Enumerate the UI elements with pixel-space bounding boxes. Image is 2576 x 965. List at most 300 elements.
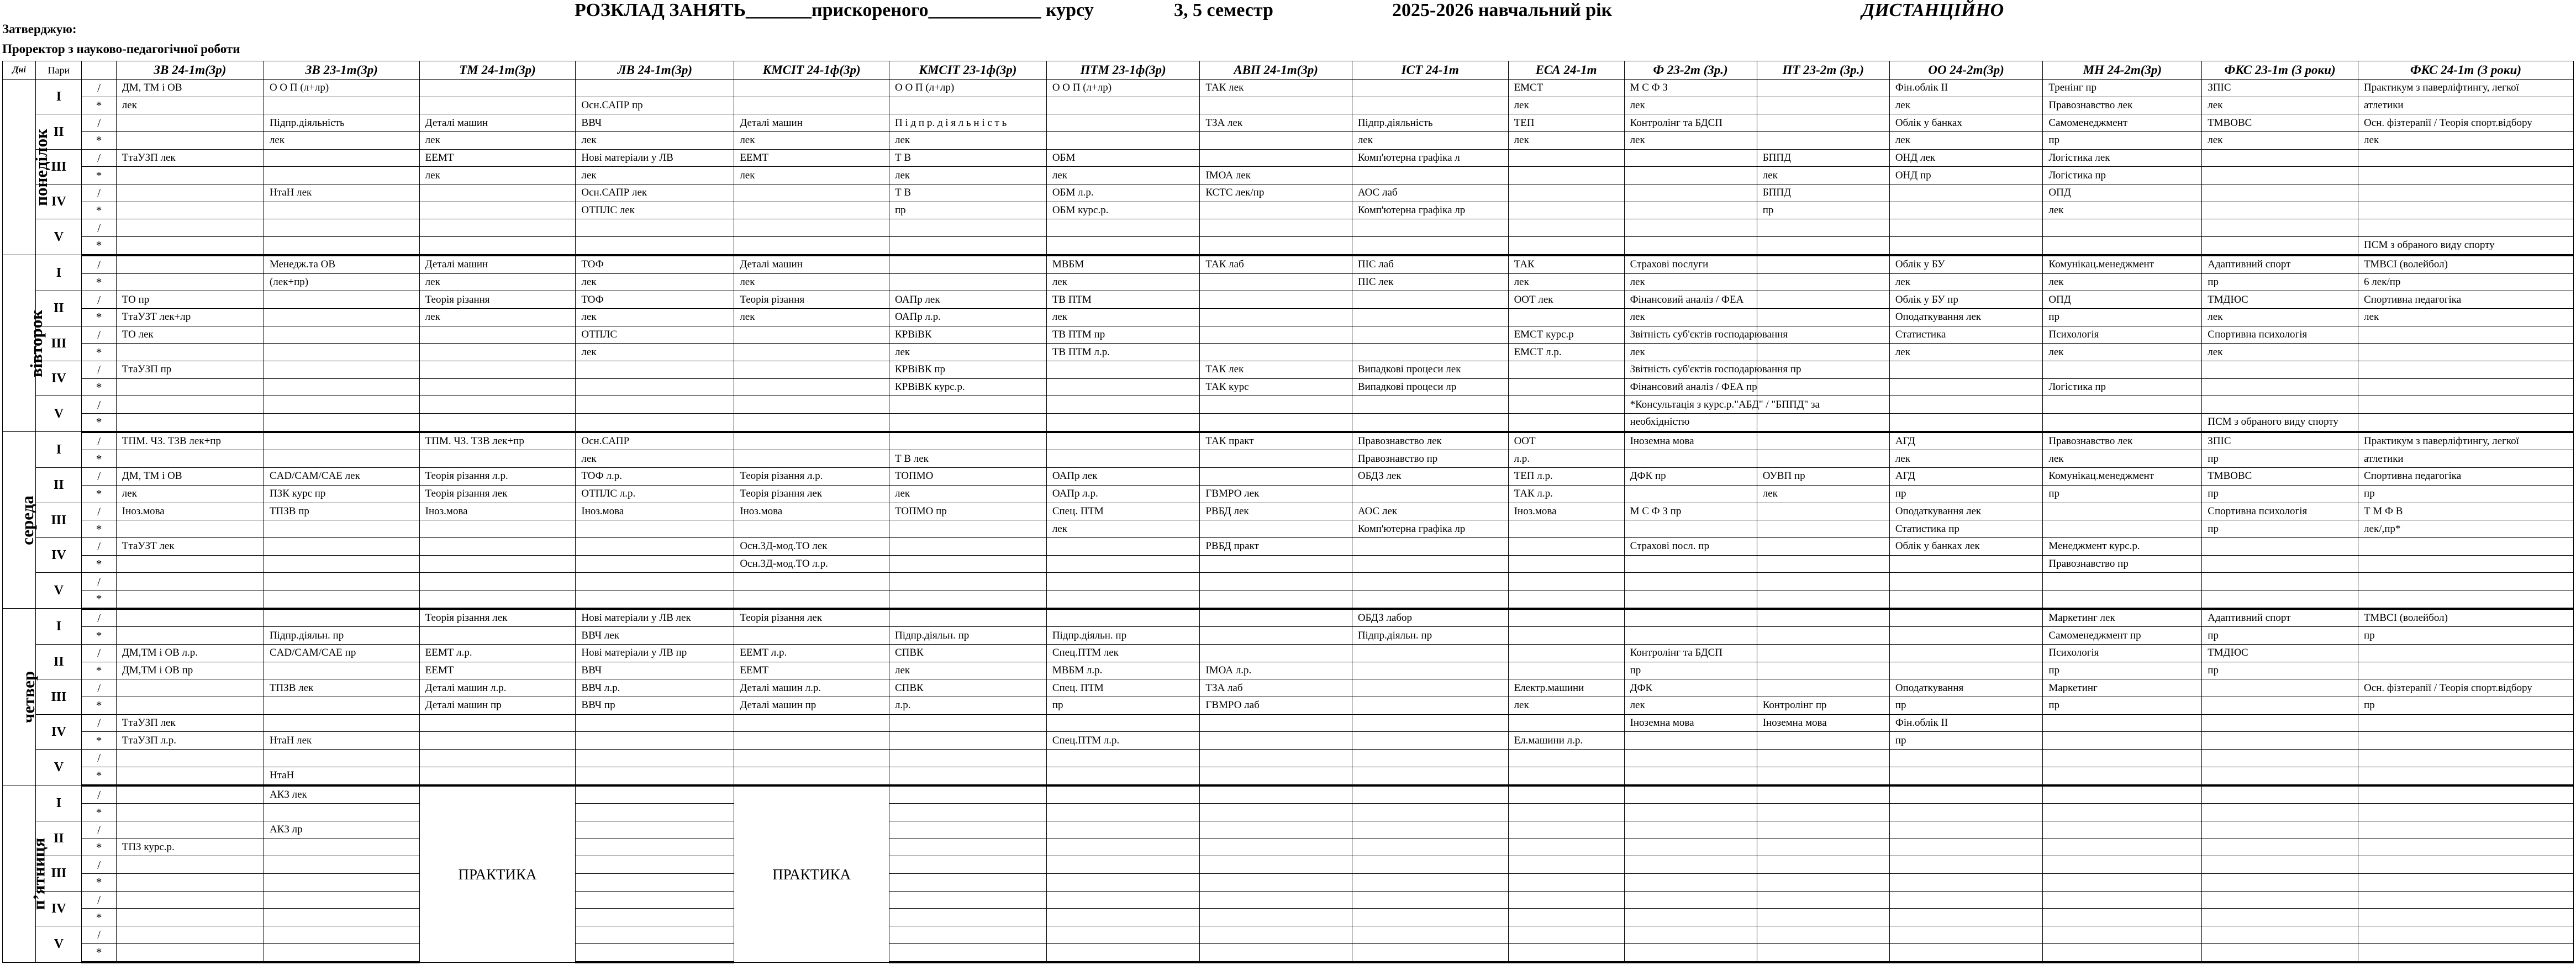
schedule-cell: ТПЗВ пр [264,503,419,520]
schedule-cell [1624,821,1757,839]
schedule-cell: атлетики [2358,97,2574,114]
table-row [3,273,2574,291]
schedule-cell [1352,219,1508,237]
column-header: ЗВ 24-1т(3р) [116,61,264,80]
schedule-cell [2043,413,2202,431]
week-mark: * [82,627,116,645]
schedule-cell [1046,926,1200,944]
week-mark: / [82,80,116,97]
schedule-cell [1889,555,2043,573]
schedule-cell [2358,202,2574,219]
schedule-cell [889,537,1046,555]
schedule-cell: пр [1889,485,2043,503]
schedule-cell [1624,767,1757,785]
schedule-cell: лек [1757,167,1889,184]
schedule-cell: лек [576,344,734,361]
week-mark: / [82,926,116,944]
schedule-cell: Правознавство пр [2043,555,2202,573]
schedule-cell [889,856,1046,874]
schedule-cell: Правознавство лек [1352,432,1508,450]
schedule-cell [2043,590,2202,608]
schedule-cell [1200,804,1352,821]
schedule-cell: Облік у БУ [1889,255,2043,273]
schedule-cell [1757,785,1889,804]
schedule-cell [1757,237,1889,255]
schedule-cell [1889,926,2043,944]
schedule-cell [1757,804,1889,821]
schedule-cell [116,202,264,219]
schedule-cell: лек [116,485,264,503]
schedule-cell [1624,237,1757,255]
schedule-cell [1624,184,1757,202]
schedule-cell [1352,732,1508,750]
schedule-cell [264,167,419,184]
column-header: ТМ 24-1т(3р) [419,61,576,80]
schedule-cell [734,184,889,202]
schedule-cell [2358,555,2574,573]
schedule-cell [116,273,264,291]
schedule-cell: Осн.САПР [576,432,734,450]
schedule-cell [1889,943,2043,962]
schedule-cell: ЕЕМТ [734,149,889,167]
week-mark: * [82,839,116,856]
table-row [3,943,2574,962]
schedule-cell [734,202,889,219]
week-mark: * [82,273,116,291]
schedule-cell: Комунікац.менеджмент [2043,255,2202,273]
schedule-cell [2358,732,2574,750]
schedule-cell: лек [734,308,889,326]
schedule-cell: Спец.ПТМ лек [1046,645,1200,662]
schedule-cell [889,97,1046,114]
schedule-cell [1508,750,1624,767]
week-mark: * [82,485,116,503]
schedule-cell [1200,909,1352,926]
academic-year-label: 2025-2026 навчальний рік [1392,0,1613,20]
schedule-cell: 6 лек/пр [2358,273,2574,291]
schedule-cell [419,537,576,555]
prorector-label: Проректор з науково-педагогічної роботи [2,42,240,56]
schedule-cell: ГВМРО лаб [1200,697,1352,715]
schedule-cell [2358,804,2574,821]
schedule-cell: ОБДЗ лабор [1352,609,1508,627]
schedule-cell: Оподаткування лек [1889,308,2043,326]
schedule-cell [1757,344,1889,361]
schedule-cell [2043,785,2202,804]
schedule-cell: ТМВСІ (волейбол) [2358,609,2574,627]
schedule-cell [2043,396,2202,414]
schedule-cell [1624,627,1757,645]
schedule-cell [576,785,734,804]
schedule-cell: МВБМ [1046,255,1200,273]
schedule-cell: Облік у банках лек [1889,537,2043,555]
schedule-cell [2202,219,2358,237]
schedule-cell: Теорія різання лек [419,609,576,627]
schedule-cell: АГД [1889,468,2043,486]
schedule-cell [889,873,1046,891]
schedule-cell [2043,891,2202,909]
table-row [3,679,2574,697]
schedule-cell [1200,326,1352,344]
schedule-cell [576,714,734,732]
schedule-cell [1624,609,1757,627]
schedule-cell: Підпр.діяльн. пр [889,627,1046,645]
schedule-cell [1757,856,1889,874]
schedule-cell: Підпр.діяльність [264,114,419,132]
schedule-cell [2043,926,2202,944]
schedule-cell [1200,273,1352,291]
schedule-cell: *Консультація з курс.р."АБД" / "БППД" за [1624,396,1757,414]
schedule-cell [1757,645,1889,662]
table-row [3,114,2574,132]
schedule-cell: пр [2043,132,2202,150]
schedule-cell [264,909,419,926]
schedule-cell [889,555,1046,573]
schedule-cell [419,378,576,396]
schedule-cell [1508,167,1624,184]
day-label: п’ятниця [29,837,49,910]
table-row [3,909,2574,926]
schedule-cell: ТО лек [116,326,264,344]
schedule-cell: Іноз.мова [419,503,576,520]
schedule-cell: О О П (л+лр) [889,80,1046,97]
schedule-cell: БППД [1757,149,1889,167]
schedule-cell [1889,750,2043,767]
schedule-cell [734,97,889,114]
day-cell [3,80,51,255]
schedule-cell: лек [1889,450,2043,468]
schedule-cell [1889,396,2043,414]
schedule-cell: пр [2202,273,2358,291]
schedule-cell: ЗПІС [2202,80,2358,97]
schedule-cell [2358,839,2574,856]
schedule-cell [2358,873,2574,891]
schedule-cell [264,413,419,431]
schedule-cell [1200,291,1352,309]
pair-number: IV [36,537,82,572]
schedule-cell: КСТС лек/пр [1200,184,1352,202]
schedule-cell: Маркетинг лек [2043,609,2202,627]
schedule-cell: ТАК лек [1200,361,1352,378]
schedule-cell: Контролінг пр [1757,697,1889,715]
schedule-cell [1200,767,1352,785]
schedule-cell [2358,413,2574,431]
schedule-cell: лек [889,167,1046,184]
schedule-cell: Спортивна педагогіка [2358,468,2574,486]
schedule-cell [2358,662,2574,679]
schedule-cell [2202,679,2358,697]
week-mark: / [82,679,116,697]
schedule-cell [2043,750,2202,767]
schedule-cell [1200,149,1352,167]
schedule-cell [2043,732,2202,750]
schedule-cell: Маркетинг [2043,679,2202,697]
schedule-cell [889,273,1046,291]
pair-number: II [36,645,82,679]
table-row [3,590,2574,608]
schedule-cell [1624,202,1757,219]
schedule-cell [1889,202,2043,219]
schedule-cell [116,255,264,273]
schedule-cell [1624,450,1757,468]
schedule-cell: Контролінг та БДСП [1624,114,1757,132]
schedule-cell: ОАПр л.р. [1046,485,1200,503]
schedule-cell [1624,732,1757,750]
schedule-cell: Правознавство лек [2043,432,2202,450]
schedule-cell [1508,378,1624,396]
schedule-cell [1508,662,1624,679]
schedule-cell: пр [2043,662,2202,679]
schedule-cell: Спец. ПТМ [1046,679,1200,697]
schedule-cell [1046,97,1200,114]
table-row [3,485,2574,503]
schedule-cell: лек [2358,132,2574,150]
schedule-cell [1200,450,1352,468]
schedule-cell: ТтаУЗТ лек [116,537,264,555]
schedule-cell: ОБМ л.р. [1046,184,1200,202]
schedule-cell [1508,804,1624,821]
schedule-cell: ПСМ з обраного виду спорту [2358,237,2574,255]
pair-number: I [36,432,82,468]
week-mark: / [82,184,116,202]
schedule-cell [2358,361,2574,378]
schedule-cell [1624,891,1757,909]
schedule-cell [1200,609,1352,627]
schedule-cell [264,590,419,608]
schedule-cell: Деталі машин [419,255,576,273]
schedule-cell [1757,97,1889,114]
schedule-cell [734,80,889,97]
schedule-cell [1508,184,1624,202]
schedule-cell: ПІС лек [1352,273,1508,291]
schedule-cell [1757,891,1889,909]
schedule-cell [1757,132,1889,150]
schedule-cell: ТМВОВС [2202,114,2358,132]
schedule-cell [576,219,734,237]
schedule-cell [2202,943,2358,962]
schedule-cell [1624,873,1757,891]
schedule-cell: Спортивна психологія [2202,503,2358,520]
schedule-cell [1200,926,1352,944]
schedule-cell [1757,767,1889,785]
schedule-cell [264,361,419,378]
schedule-cell: пр [2358,485,2574,503]
schedule-cell: Менедж.та ОВ [264,255,419,273]
pair-number: III [36,326,82,361]
schedule-cell [2043,767,2202,785]
schedule-cell [116,785,264,804]
schedule-cell: КРВіВК курс.р. [889,378,1046,396]
schedule-cell [419,590,576,608]
schedule-cell [264,926,419,944]
schedule-cell [2202,573,2358,590]
schedule-cell: CAD/CAM/CAE лек [264,468,419,486]
schedule-cell: ОБДЗ лек [1352,468,1508,486]
schedule-cell: Іноз.мова [576,503,734,520]
schedule-cell [1508,609,1624,627]
schedule-cell [2358,943,2574,962]
schedule-cell [889,609,1046,627]
schedule-cell [1200,520,1352,538]
practice-cell: ПРАКТИКА [419,785,576,962]
schedule-cell: Нові матеріали у ЛВ пр [576,645,734,662]
schedule-cell: ТАК лек [1200,80,1352,97]
schedule-cell: ГВМРО лек [1200,485,1352,503]
table-row [3,202,2574,219]
schedule-cell [419,237,576,255]
table-row [3,450,2574,468]
schedule-cell [1757,555,1889,573]
schedule-cell [1757,114,1889,132]
schedule-cell [576,396,734,414]
schedule-cell: НтаН [264,767,419,785]
schedule-cell [1624,856,1757,874]
column-header: МН 24-2т(3р) [2043,61,2202,80]
schedule-cell [576,750,734,767]
schedule-cell [734,573,889,590]
schedule-cell: лек [889,485,1046,503]
schedule-cell: Т М Ф В [2358,503,2574,520]
schedule-cell: Теорія різання л.р. [734,468,889,486]
table-row [3,503,2574,520]
schedule-cell [1352,785,1508,804]
schedule-cell: лек [2202,97,2358,114]
schedule-cell: лек [1624,97,1757,114]
schedule-cell: Осн.3Д-мод.ТО лек [734,537,889,555]
schedule-cell [264,291,419,309]
schedule-cell [264,219,419,237]
schedule-cell: ТМВОВС [2202,468,2358,486]
schedule-cell [1889,891,2043,909]
table-row [3,821,2574,839]
schedule-cell: О О П (л+лр) [264,80,419,97]
schedule-cell [1200,555,1352,573]
schedule-cell: Ел.машини л.р. [1508,732,1624,750]
schedule-cell: ДМ,ТМ і ОВ пр [116,662,264,679]
schedule-cell: ТВ ПТМ [1046,291,1200,309]
schedule-cell [116,396,264,414]
table-row [3,750,2574,767]
schedule-cell [264,97,419,114]
column-header: ОО 24-2т(3р) [1889,61,2043,80]
schedule-cell [2043,943,2202,962]
schedule-cell: Фінансовий аналіз / ФЕА [1624,291,1757,309]
week-mark: * [82,237,116,255]
schedule-cell [419,344,576,361]
schedule-cell [1508,237,1624,255]
schedule-cell [1624,804,1757,821]
schedule-cell [116,627,264,645]
table-row [3,627,2574,645]
schedule-cell [1046,555,1200,573]
schedule-cell: ДМ, ТМ і ОВ [116,468,264,486]
pair-number: V [36,219,82,255]
schedule-cell [1889,219,2043,237]
schedule-cell [1508,555,1624,573]
schedule-cell: Підпр.діяльн. пр [264,627,419,645]
pair-number: IV [36,891,82,926]
schedule-cell [2043,856,2202,874]
table-row [3,219,2574,237]
pair-number: I [36,80,82,114]
week-mark: / [82,396,116,414]
schedule-cell [1757,590,1889,608]
week-mark: * [82,732,116,750]
schedule-cell: ОБМ курс.р. [1046,202,1200,219]
schedule-cell [264,149,419,167]
week-mark: * [82,555,116,573]
schedule-cell [1352,167,1508,184]
schedule-cell [1200,219,1352,237]
schedule-cell: Менеджмент курс.р. [2043,537,2202,555]
schedule-cell: Теорія різання [734,291,889,309]
schedule-cell: пр [2043,308,2202,326]
schedule-cell [1200,396,1352,414]
pair-number: II [36,114,82,149]
week-mark: * [82,804,116,821]
schedule-cell: ОАПр л.р. [889,308,1046,326]
schedule-cell [1046,891,1200,909]
schedule-cell [1508,943,1624,962]
table-row [3,926,2574,944]
schedule-cell: лек [576,132,734,150]
schedule-cell [1889,645,2043,662]
schedule-cell [264,943,419,962]
schedule-cell: КРВіВК пр [889,361,1046,378]
schedule-cell [1757,943,1889,962]
schedule-cell [1757,679,1889,697]
schedule-cell: ТМВСІ (волейбол) [2358,255,2574,273]
schedule-cell [2043,873,2202,891]
schedule-cell [1200,344,1352,361]
schedule-cell [2202,396,2358,414]
schedule-cell [576,821,734,839]
pair-number: IV [36,184,82,219]
schedule-cell [2202,767,2358,785]
schedule-cell [116,114,264,132]
schedule-cell [116,821,264,839]
schedule-cell [1352,697,1508,715]
schedule-cell [2202,590,2358,608]
week-mark: / [82,714,116,732]
schedule-cell [2358,785,2574,804]
schedule-cell [1046,839,1200,856]
schedule-cell [1046,378,1200,396]
schedule-cell: пр [1889,732,2043,750]
schedule-cell [1200,873,1352,891]
pair-number: V [36,750,82,785]
schedule-cell: ЕЕМТ л.р. [419,645,576,662]
schedule-cell [1200,468,1352,486]
schedule-cell [2202,926,2358,944]
pair-number: III [36,679,82,714]
schedule-cell: Осн.3Д-мод.ТО л.р. [734,555,889,573]
schedule-cell: Спец.ПТМ л.р. [1046,732,1200,750]
schedule-cell: Психологія [2043,645,2202,662]
schedule-cell: лек [1508,273,1624,291]
schedule-cell [1046,132,1200,150]
schedule-cell [2202,856,2358,874]
schedule-cell: лек [1046,273,1200,291]
schedule-cell [576,926,734,944]
schedule-cell: лек [2202,308,2358,326]
schedule-cell [1508,590,1624,608]
schedule-cell [1200,839,1352,856]
day-label: середа [17,495,37,545]
schedule-cell [116,909,264,926]
schedule-cell: Підпр.діяльн. пр [1352,627,1508,645]
schedule-cell [2202,891,2358,909]
